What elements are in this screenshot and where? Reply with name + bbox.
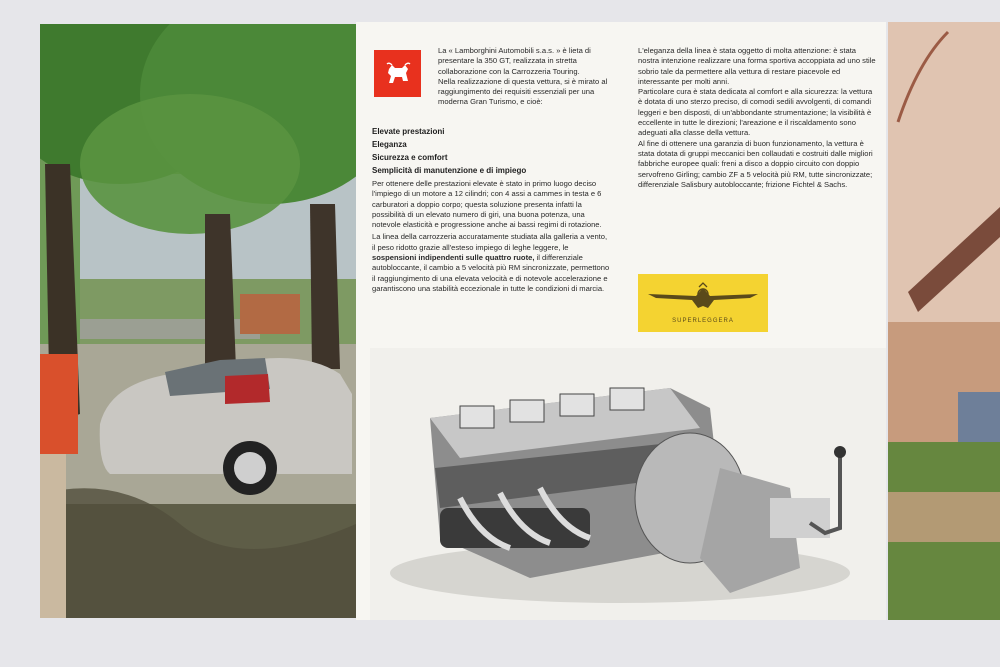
photo-windmill [888,22,1000,620]
intro-paragraph: La « Lamborghini Automobili s.a.s. » è lieta di presentare la 350 GT, realizzata in stretta collaborazione con la Carrozzeria Touring. [438,46,591,76]
photo-car-under-trees [40,24,356,618]
text-column-1 [438,46,610,108]
paragraph-body-start: La linea della carrozzeria accuratamente studiata alla galleria a vento, il peso ridotto grazie all'esteso impiego di leghe leggere, le [372,232,608,252]
car-scene-illustration [40,24,356,618]
paragraph-body-bold: sospensioni indipendenti sulle quattro ruote, [372,253,535,263]
text-column-2 [638,46,876,190]
superleggera-wings-icon [646,282,760,312]
v12-engine-illustration [370,348,886,620]
lamborghini-bull-icon [383,59,413,89]
superleggera-badge [638,274,768,332]
windmill-scene-illustration [888,22,1000,620]
intro-paragraph-2: Nella realizzazione di questa vettura, si è mirato al raggiungimento dei requisiti essenziali per una moderna Gran Turismo, e cioè: [438,76,608,107]
requirement-performance: Elevate prestazioni [372,127,445,136]
text-column-1-lower [372,125,610,294]
paragraph-comfort: Particolare cura è stata dedicata al comfort e alla sicurezza: la vettura è dotata di uno sterzo preciso, di comodi sedili avvolgenti, di comandi leggeri e ben disposti, di un'abbondante strumentazione; la visibilità è eccellente in tutte le direzioni; l'areazione e il riscaldamento sono adeguati alla classe della vettura. [638,87,873,138]
paragraph-body-end: il differenziale autobloccante, il cambio a 5 velocità più RM sincronizzate, permettono il raggiungimento di una elevata velocità e di notevole accelerazione e garantiscono una stabilità eccezionale in tutte le condizioni di marcia. [372,253,610,293]
superleggera-label: SUPERLEGGERA [672,318,734,324]
paragraph-mechanics: Al fine di ottenere una garanzia di buon funzionamento, la vettura è stata dotata di gruppi meccanici ben collaudati e costruiti dalle migliori fabbriche europee quali: freni a disco a doppio circuito con doppio servofreno Girling; cambio ZF a 5 velocità più RM, tutte sincronizzate; differenziale Salisbury autobloccante; frizione Fichtel & Sachs. [638,138,873,189]
requirement-safety: Sicurezza e comfort [372,153,448,162]
lamborghini-logo [374,50,421,97]
paragraph-body [372,232,610,294]
engine-photo [370,348,886,620]
brochure-text-page [356,22,886,620]
paragraph-elegance: L'eleganza della linea è stata oggetto di molta attenzione: è stata nostra intenzione realizzare una forma sportiva accoppiata ad uno stile sobrio tale da permettere alla vettura di restare piacevole ed interessante per molti anni. [638,46,876,86]
requirement-maintenance: Semplicità di manutenzione e di impiego [372,166,527,175]
requirement-elegance: Eleganza [372,140,407,149]
paragraph-performance: Per ottenere delle prestazioni elevate è stato in primo luogo deciso l'impiego di un motore a 12 cilindri; con 4 assi a cammes in testa e 6 carburatori a doppio corpo; questa soluzione presenta infatti la possibilità di un elevato numero di giri, una buona potenza, una notevole elasticità e progressione anche ai bassi regimi di rotazione. [372,179,602,230]
